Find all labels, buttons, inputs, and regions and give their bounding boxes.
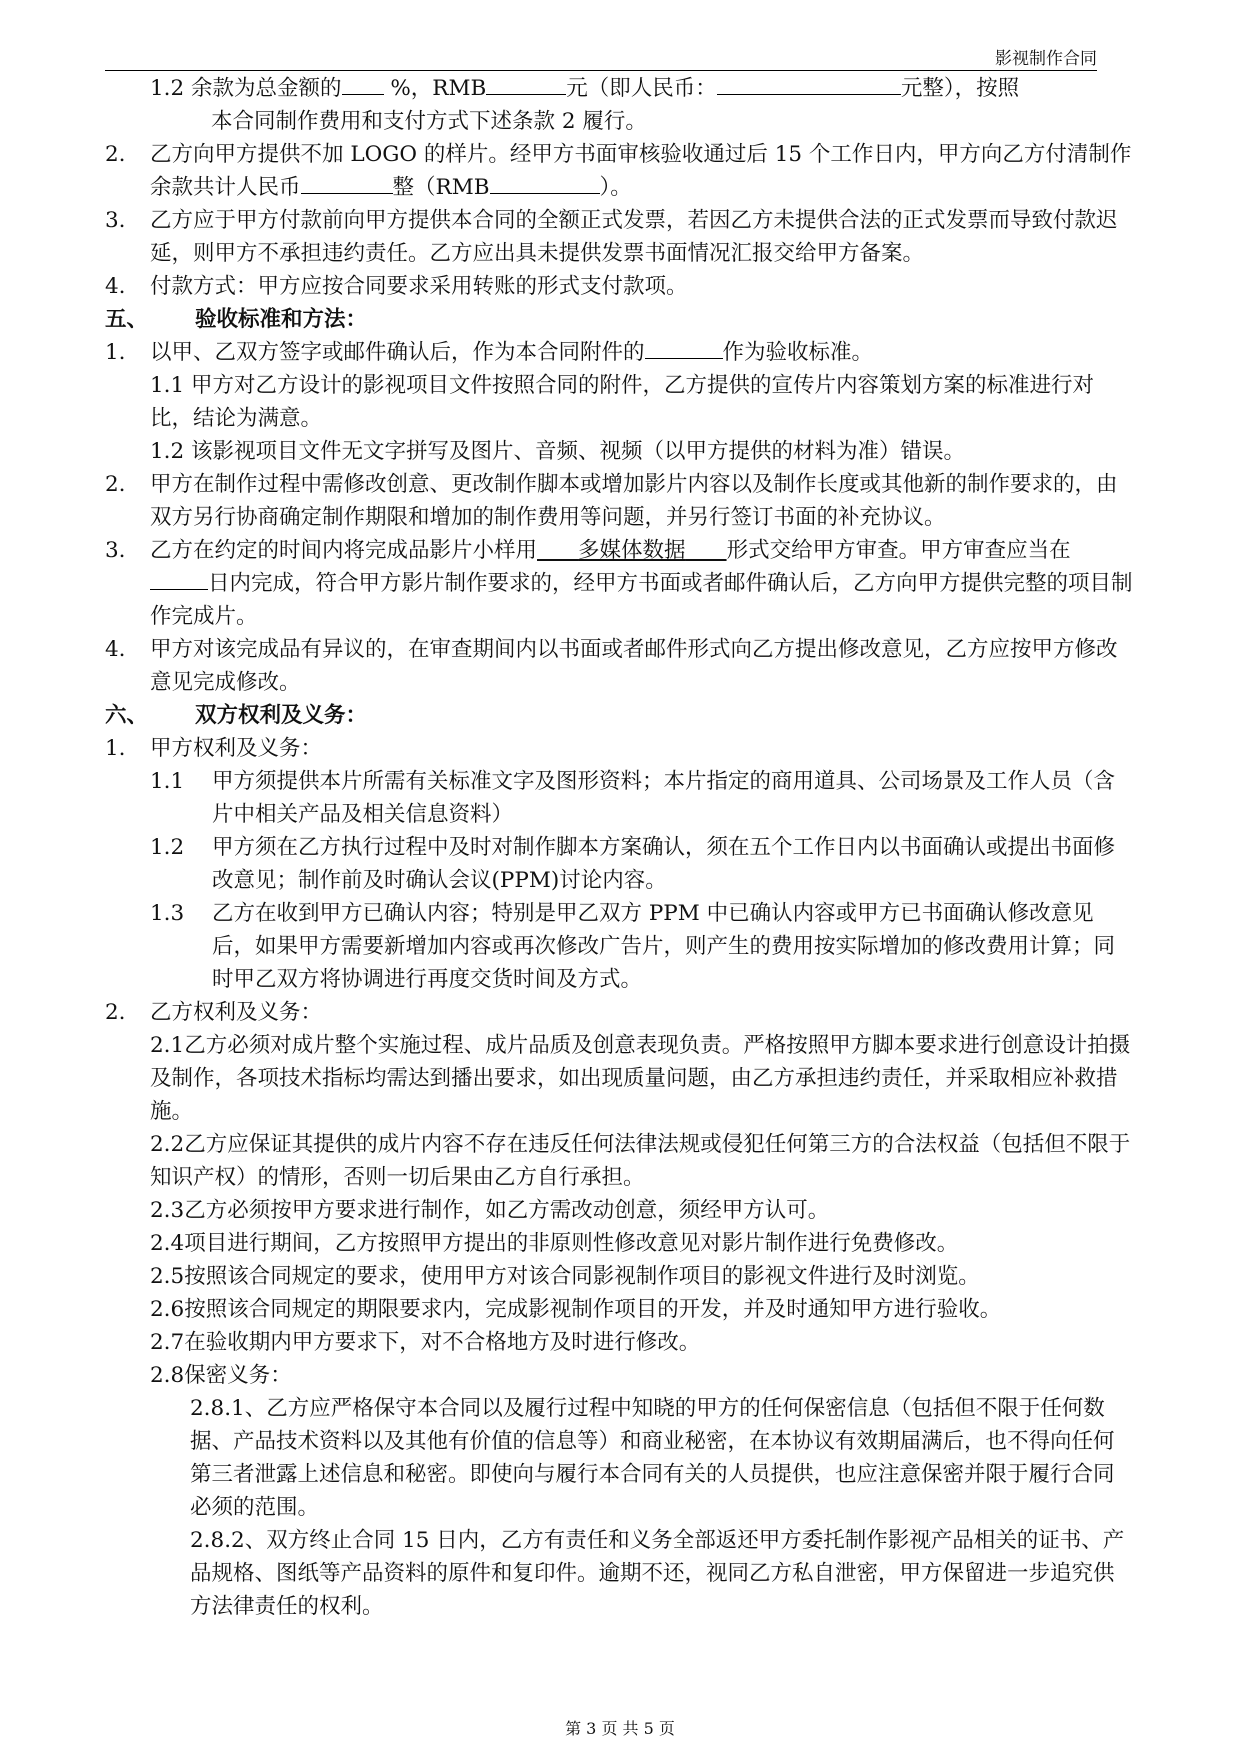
section-6-heading: 六、 双方权利及义务： [105,703,368,728]
section-5-heading: 五、 验收标准和方法： [105,307,368,332]
acceptance-1-2: 1.2 该影视项目文件无文字拼写及图片、音频、视频（以甲方提供的材料为准）错误。 [150,439,966,464]
acceptance-2: 2. 甲方在制作过程中需修改创意、更改制作脚本或增加影片内容以及制作长度或其他新的制作要求的，由双方另行协商确定制作期限和增加的制作费用等问题，并另行签订书面的补充协议。 [105,472,1118,530]
document-body [105,72,1135,1623]
rights-2-2: 2.2乙方应保证其提供的成片内容不存在违反任何法律法规或侵犯任何第三方的合法权益（包括但不限于知识产权）的情形，否则一切后果由乙方自行承担。 [150,1132,1131,1190]
rights-2-8-2: 2.8.2、双方终止合同 15 日内，乙方有责任和义务全部返还甲方委托制作影视产品相关的证书、产品规格、图纸等产品资料的原件和复印件。逾期不还，视同乙方私自泄密，甲方保留进一步追究供方法律责任的权利。 [190,1528,1125,1619]
rights-2-8: 2.8保密义务： [150,1363,292,1388]
rights-1-3: 1.3 乙方在收到甲方已确认内容；特别是甲乙双方 PPM 中已确认内容或甲方已书面确认修改意见后，如果甲方需要新增加内容或再次修改广告片，则产生的费用按实际增加的修改费用计算；同时甲乙双方将协调进行再度交货时间及方式。 [150,901,1116,992]
acceptance-1: 1. 以甲、乙双方签字或邮件确认后，作为本合同附件的 作为验收标准。 [105,336,1135,369]
blank-rmb-words [717,72,901,95]
media-format-fill: 多媒体数据 [578,538,686,563]
rights-2-8-1: 2.8.1、乙方应严格保守本合同以及履行过程中知晓的甲方的任何保密信息（包括但不限于任何数据、产品技术资料以及其他有价值的信息等）和商业秘密，在本协议有效期届满后，也不得向任何第三者泄露上述信息和秘密。即使向与履行本合同有关的人员提供，也应注意保密并限于履行合同必须的范围。 [190,1396,1115,1520]
rights-1: 1. 甲方权利及义务： [105,736,323,761]
acceptance-3: 3. 乙方在约定的时间内将完成品影片小样用 多媒体数据 形式交给甲方审查。甲方审查应当在 日内完成，符合甲方影片制作要求的，经甲方书面或者邮件确认后，乙方向甲方提供完整的项目制作完成片。 [105,538,1133,629]
blank-amount [301,171,393,194]
rights-2-4: 2.4项目进行期间，乙方按照甲方提出的非原则性修改意见对影片制作进行免费修改。 [150,1231,959,1256]
rights-1-2: 1.2 甲方须在乙方执行过程中及时对制作脚本方案确认，须在五个工作日内以书面确认或提出书面修改意见；制作前及时确认会议(PPM)讨论内容。 [150,835,1116,893]
blank-days [150,567,208,590]
blank-attachment [645,336,723,359]
header-title: 影视制作合同 [995,49,1097,69]
acceptance-4: 4. 甲方对该完成品有异议的，在审查期间内以书面或者邮件形式向乙方提出修改意见，乙方应按甲方修改意见完成修改。 [105,637,1118,695]
rights-2-7: 2.7在验收期内甲方要求下，对不合格地方及时进行修改。 [150,1330,701,1355]
rights-2-5: 2.5按照该合同规定的要求，使用甲方对该合同影视制作项目的影视文件进行及时浏览。 [150,1264,980,1289]
rights-1-1: 1.1 甲方须提供本片所需有关标准文字及图形资料；本片指定的商用道具、公司场景及工作人员（含片中相关产品及相关信息资料） [150,769,1116,827]
blank-rmb-amount [490,171,600,194]
clause-2: 2. 乙方向甲方提供不加 LOGO 的样片。经甲方书面审核验收通过后 15 个工作日内，甲方向乙方付清制作余款共计人民币 整（RMB ）。 [105,142,1132,200]
blank-rmb [486,72,566,95]
clause-1-2: 1.2 余款为总金额的 %，RMB 元（即人民币： 元整），按照 本合同制作费用和支付方式下述条款 2 履行。 [105,72,1135,138]
page-number: 第 3 页 共 5 页 [565,1719,675,1738]
rights-2: 2. 乙方权利及义务： [105,1000,323,1025]
clause-3: 3. 乙方应于甲方付款前向甲方提供本合同的全额正式发票，若因乙方未提供合法的正式发票而导致付款迟延，则甲方不承担违约责任。乙方应出具未提供发票书面情况汇报交给甲方备案。 [105,208,1118,266]
rights-2-1: 2.1乙方必须对成片整个实施过程、成片品质及创意表现负责。严格按照甲方脚本要求进行创意设计拍摄及制作，各项技术指标均需达到播出要求，如出现质量问题，由乙方承担违约责任，并采取相应补救措施。 [150,1033,1131,1124]
rights-2-3: 2.3乙方必须按甲方要求进行制作，如乙方需改动创意，须经甲方认可。 [150,1198,830,1223]
rights-2-6: 2.6按照该合同规定的期限要求内，完成影视制作项目的开发，并及时通知甲方进行验收。 [150,1297,1002,1322]
clause-4: 4. 付款方式：甲方应按合同要求采用转账的形式支付款项。 [105,274,688,299]
acceptance-1-1: 1.1 甲方对乙方设计的影视项目文件按照合同的附件，乙方提供的宣传片内容策划方案的标准进行对比，结论为满意。 [150,373,1095,431]
header-rule [105,70,1097,71]
blank-percent [342,72,384,95]
